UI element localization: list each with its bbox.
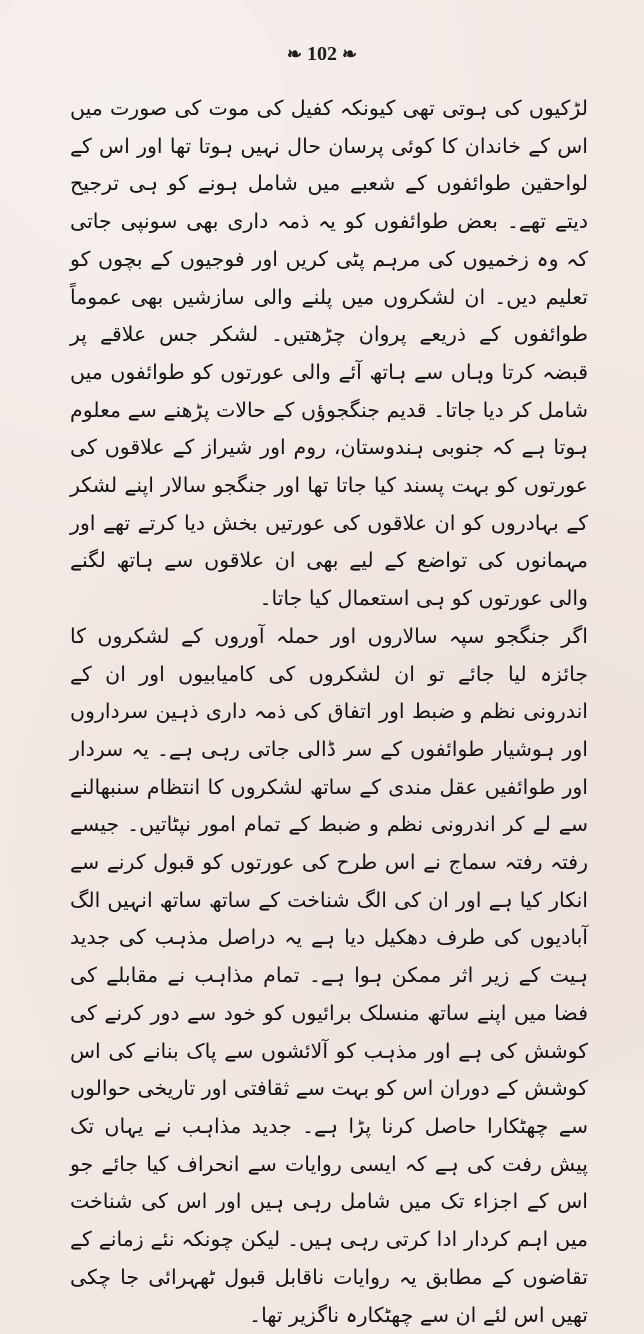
page-number bbox=[287, 44, 357, 64]
left-ornament-icon: ❧ bbox=[286, 44, 302, 64]
body-text bbox=[70, 90, 588, 1327]
paragraph-1: لڑکیوں کی ہوتی تھی کیونکہ کفیل کی موت کی صورت میں اس کے خاندان کا کوئی پرسان حال نہیں ہوتا تھا اور اس کے لواحقین طوائفوں کے شعبے میں شامل ہونے کو ہی ترجیح دیتے تھے۔ بعض طوائفوں کو یہ ذمہ داری بھی سونپی جاتی کہ وہ زخمیوں کی مرہم پٹی کریں اور فوجیوں کے بچوں کو تعلیم دیں۔ ان لشکروں میں پلنے والی سازشیں بھی عموماً طوائفوں کے ذریعے پروان چڑھتیں۔ لشکر جس علاقے پر قبضہ کرتا وہاں سے ہاتھ آئے والی عورتوں کو طوائفوں میں شامل کر دیا جاتا۔ قدیم جنگجوؤں کے حالات پڑھنے سے معلوم ہوتا ہے کہ جنوبی ہندوستان، روم اور شیراز کے علاقوں کی عورتوں کو بہت پسند کیا جاتا تھا اور جنگجو سالار اپنے لشکر کے بہادروں کو ان علاقوں کی عورتیں بخش دیا کرتے تھے اور مہمانوں کی تواضع کے لیے بھی ان علاقوں سے ہاتھ لگنے والی عورتوں کو ہی استعمال کیا جاتا۔ bbox=[70, 96, 588, 611]
page-number-text: 102 bbox=[307, 43, 337, 65]
right-ornament-icon: ❧ bbox=[342, 44, 358, 64]
paragraph-2: اگر جنگجو سپہ سالاروں اور حملہ آوروں کے لشکروں کا جائزہ لیا جائے تو ان لشکروں کی کامیابیوں اور ان کے اندرونی نظم و ضبط اور اتفاق کی ذمہ داری ذہین سرداروں اور ہوشیار طوائفوں کے سر ڈالی جاتی رہی ہے۔ یہ سردار اور طوائفیں عقل مندی کے ساتھ لشکروں کا انتظام سنبھالنے سے لے کر اندرونی نظم و ضبط کے تمام امور نپٹاتیں۔ جیسے رفتہ رفتہ سماج نے اس طرح کی عورتوں کو قبول کرنے سے انکار کیا ہے اور ان کی الگ شناخت کے ساتھ ساتھ انہیں الگ آبادیوں کی طرف دھکیل دیا ہے یہ دراصل مذہب کی جدید ہیت کے زیر اثر ممکن ہوا ہے۔ تمام مذاہب نے مقابلے کی فضا میں اپنے ساتھ منسلک برائیوں کو خود سے دور کرنے کی کوشش کی ہے اور مذہب کو آلائشوں سے پاک بنانے کی اس کوشش کے دوران اس کو بہت سے ثقافتی اور تاریخی حوالوں سے چھٹکارا حاصل کرنا پڑا ہے۔ جدید مذاہب نے یہاں تک پیش رفت کی ہے کہ ایسی روایات سے انحراف کیا جائے جو اس کے اجزاء تک میں شامل رہی ہیں اور اس کی شناخت میں اہم کردار ادا کرتی رہی ہیں۔ لیکن چونکہ نئے زمانے کے تقاضوں کے مطابق یہ روایات ناقابل قبول ٹھہرائی جا چکی تھیں اس لئے ان سے چھٹکارہ ناگزیر تھا۔ bbox=[70, 623, 588, 1327]
